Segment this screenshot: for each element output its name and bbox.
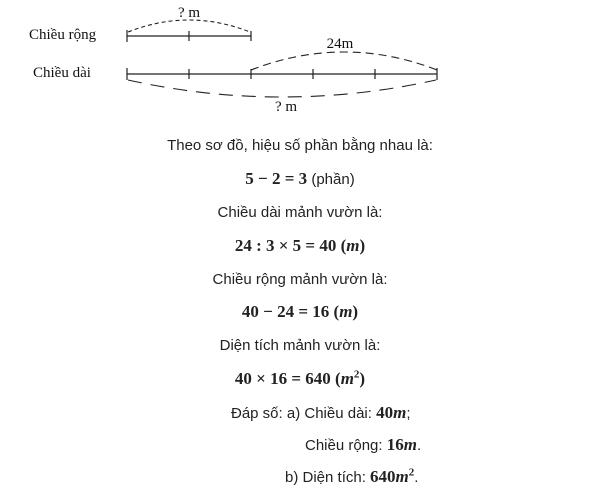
answer-width-label: Chiều rộng: bbox=[305, 437, 383, 454]
step2-expression bbox=[0, 236, 600, 257]
answer-length-label: Đáp số: a) Chiều dài: bbox=[231, 405, 372, 422]
answer-area: b) Diện tích: $640m^2$. bbox=[285, 466, 419, 486]
length-segment bbox=[127, 68, 437, 80]
step1-expression bbox=[0, 169, 600, 190]
segment-diagram bbox=[0, 0, 600, 120]
answer-width: Chiều rộng: 16m. bbox=[305, 435, 422, 454]
answer-area-value: $640m^2$ bbox=[370, 466, 415, 486]
step1-unit: (phần) bbox=[311, 171, 355, 188]
difference-label: 24m bbox=[326, 36, 354, 52]
step1-math: 5 − 2 = 3 bbox=[245, 169, 308, 188]
step3-text: Chiều rộng mảnh vườn là: bbox=[212, 271, 388, 288]
step4-math: 40 × 16 = 640 $(m^2)$ bbox=[234, 368, 366, 388]
step4-text: Diện tích mảnh vườn là: bbox=[219, 337, 381, 354]
answer-area-label: b) Diện tích: bbox=[285, 469, 366, 486]
width-unknown-label: ? m bbox=[177, 5, 201, 21]
answer-length: Đáp số: a) Chiều dài: 40m; bbox=[231, 403, 411, 422]
step1-text: Theo sơ đồ, hiệu số phần bằng nhau là: bbox=[167, 137, 433, 154]
length-unknown-label: ? m bbox=[274, 99, 298, 115]
width-row-label: Chiều rộng bbox=[29, 27, 97, 43]
width-segment bbox=[127, 30, 251, 42]
width-brace bbox=[128, 20, 250, 32]
step4-expression bbox=[0, 369, 600, 390]
step2-math: 24 : 3 × 5 = 40 (m) bbox=[234, 236, 366, 255]
answer-width-value: 16m bbox=[386, 435, 417, 454]
step3-math: 40 − 24 = 16 (m) bbox=[241, 302, 359, 321]
length-row-label: Chiều dài bbox=[33, 65, 91, 81]
difference-brace bbox=[251, 52, 437, 70]
answer-length-value: 40m bbox=[376, 403, 407, 422]
length-brace bbox=[128, 80, 436, 97]
step2-text: Chiều dài mảnh vườn là: bbox=[217, 204, 383, 221]
step3-expression bbox=[0, 302, 600, 323]
